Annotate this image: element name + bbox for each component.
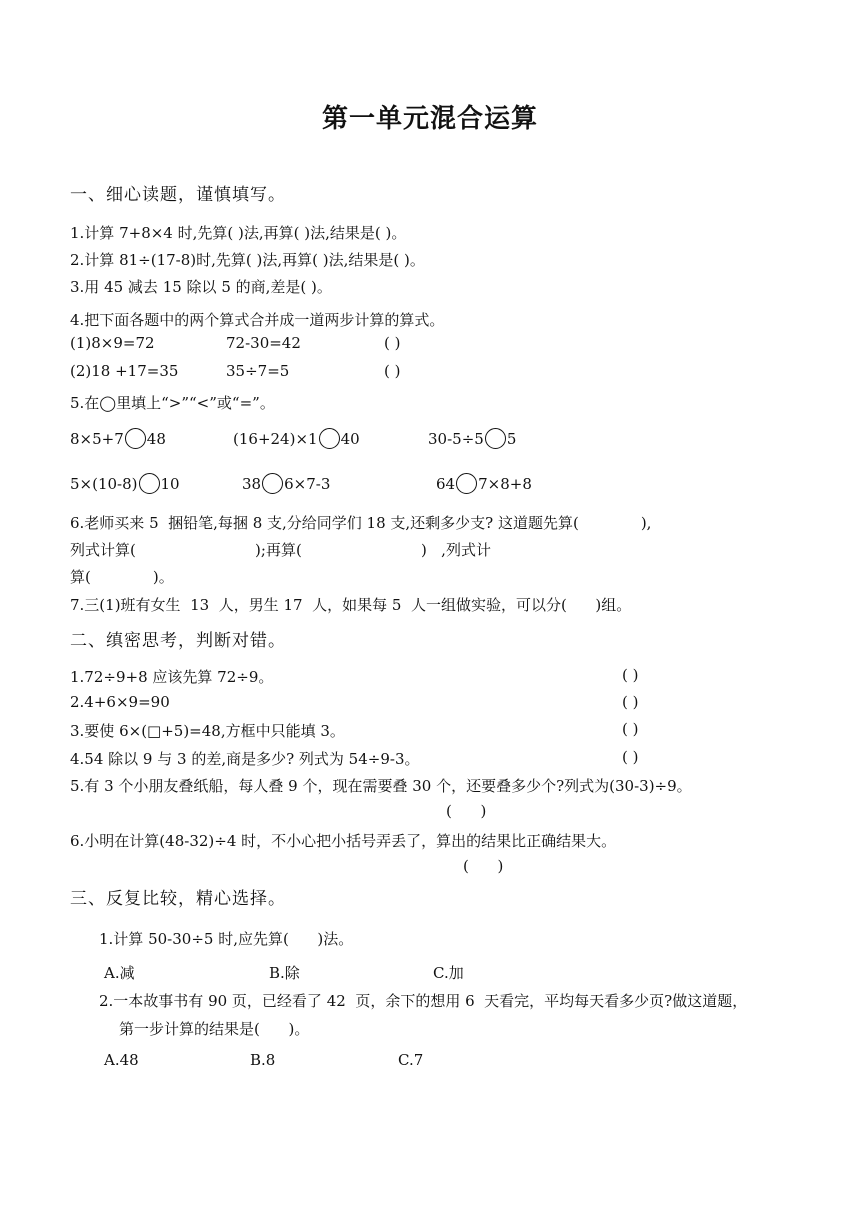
- question-1-1: 1.计算 7+8×4 时,先算( )法,再算( )法,结果是( )。: [70, 224, 407, 242]
- judge-blank-4: ( ): [622, 748, 639, 766]
- compare-left: 5×(10-8): [70, 475, 138, 493]
- compare-left: 30-5÷5: [428, 430, 484, 448]
- judge-item-2: 2.4+6×9=90: [70, 693, 170, 711]
- question-1-6-line3: 算( )。: [70, 568, 174, 586]
- page-title: 第一单元混合运算: [321, 104, 538, 134]
- question-1-5: 5.在◯里填上“>”“<”或“=”。: [70, 394, 275, 412]
- question-1-6-line1: 6.老师买来 5 捆铅笔,每捆 8 支,分给同学们 18 支,还剩多少支? 这道题先算( ),: [70, 514, 652, 532]
- question-1-6-line2: 列式计算( );再算( ) ,列式计: [70, 541, 491, 559]
- question-1-2: 2.计算 81÷(17-8)时,先算( )法,再算( )法,结果是( )。: [70, 251, 425, 269]
- compare-right: 48: [146, 430, 166, 448]
- question-1-4: 4.把下面各题中的两个算式合并成一道两步计算的算式。: [70, 311, 445, 329]
- q4-row1-expr-a: (1)8×9=72: [70, 334, 155, 352]
- q4-row2-expr-b: 35÷7=5: [226, 362, 290, 380]
- judge-blank-6: ( ): [463, 857, 504, 875]
- choice-option-b: B.8: [250, 1051, 276, 1069]
- compare-circle: [125, 428, 146, 449]
- section-1-heading: 一、细心读题，谨慎填写。: [70, 185, 286, 205]
- judge-item-5: 5.有 3 个小朋友叠纸船，每人叠 9 个，现在需要叠 30 个，还要叠多少个?列式为(30-3)÷9。: [70, 777, 692, 795]
- compare-circle: [485, 428, 506, 449]
- compare-item: [70, 473, 180, 494]
- judge-blank-5: ( ): [446, 802, 487, 820]
- compare-item: [428, 428, 516, 449]
- choice-option-c: C.加: [433, 964, 464, 982]
- question-1-3: 3.用 45 减去 15 除以 5 的商,差是( )。: [70, 278, 332, 296]
- compare-left: 8×5+7: [70, 430, 124, 448]
- judge-item-3: 3.要使 6×(□+5)=48,方框中只能填 3。: [70, 722, 345, 740]
- compare-right: 40: [340, 430, 360, 448]
- q4-row1-expr-b: 72-30=42: [226, 334, 301, 352]
- question-1-7: 7.三(1)班有女生 13 人，男生 17 人，如果每 5 人一组做实验，可以分( )组。: [70, 596, 632, 614]
- compare-right: 6×7-3: [284, 475, 331, 493]
- compare-circle: [262, 473, 283, 494]
- choice-option-a: A.减: [104, 964, 135, 982]
- compare-circle: [139, 473, 160, 494]
- section-3-heading: 三、反复比较，精心选择。: [70, 889, 286, 909]
- judge-item-6: 6.小明在计算(48-32)÷4 时，不小心把小括号弄丢了，算出的结果比正确结果大。: [70, 832, 617, 850]
- compare-right: 5: [506, 430, 517, 448]
- q4-row1-blank: ( ): [384, 334, 401, 352]
- compare-right: 7×8+8: [478, 475, 532, 493]
- choice-option-c: C.7: [398, 1051, 424, 1069]
- compare-circle: [456, 473, 477, 494]
- q4-row2-expr-a: (2)18 +17=35: [70, 362, 179, 380]
- choice-option-b: B.除: [269, 964, 300, 982]
- judge-blank-1: ( ): [622, 666, 639, 684]
- compare-item: [233, 428, 360, 449]
- compare-right: 10: [160, 475, 180, 493]
- compare-left: (16+24)×1: [233, 430, 318, 448]
- q4-row2-blank: ( ): [384, 362, 401, 380]
- compare-left: 64: [436, 475, 456, 493]
- section-2-heading: 二、缜密思考，判断对错。: [70, 631, 286, 651]
- choice-question-2-line2: 第一步计算的结果是( )。: [119, 1020, 310, 1038]
- compare-circle: [319, 428, 340, 449]
- compare-item: [242, 473, 330, 494]
- choice-option-a: A.48: [104, 1051, 139, 1069]
- compare-item: [70, 428, 166, 449]
- judge-item-1: 1.72÷9+8 应该先算 72÷9。: [70, 668, 274, 686]
- judge-blank-3: ( ): [622, 720, 639, 738]
- choice-question-2-line1: 2.一本故事书有 90 页，已经看了 42 页，余下的想用 6 天看完，平均每天看多少页?做这道题，: [99, 992, 748, 1010]
- choice-question-1: 1.计算 50-30÷5 时,应先算( )法。: [99, 930, 354, 948]
- compare-left: 38: [242, 475, 262, 493]
- judge-item-4: 4.54 除以 9 与 3 的差,商是多少? 列式为 54÷9-3。: [70, 750, 420, 768]
- compare-item: [436, 473, 532, 494]
- judge-blank-2: ( ): [622, 693, 639, 711]
